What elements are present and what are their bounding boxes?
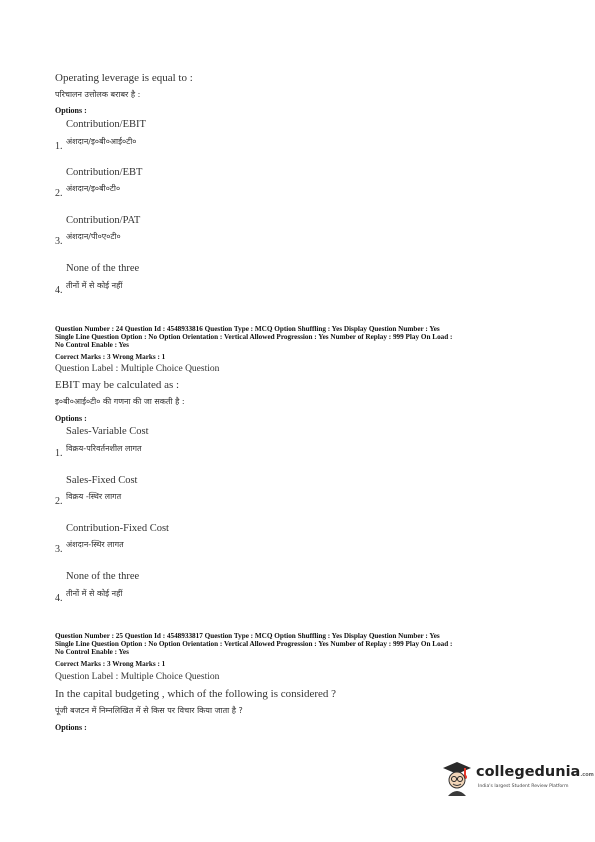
q23-option-4-hi[interactable]: तीनों में से कोई नहीं [66,281,123,290]
q23-options-heading: Options : [55,106,87,115]
q24-option-1-en[interactable]: Sales-Variable Cost [66,426,149,437]
q25-question-hi: पूंजी बजटन में निम्नलिखित में से किस पर विचार किया जाता है ? [55,706,243,715]
collegedunia-logo [440,758,594,808]
q23-option-3-number: 3. [55,236,63,247]
q24-meta-line-2: Single Line Question Option : No Option Orientation : Vertical Allowed Progression : Yes Number of Replay : 999 Play On Load : [55,333,453,341]
q25-marks: Correct Marks : 3 Wrong Marks : 1 [55,660,166,668]
q23-option-3-en[interactable]: Contribution/PAT [66,215,141,226]
q23-option-4-en[interactable]: None of the three [66,263,140,274]
q24-option-4-number: 4. [55,593,63,604]
q23-option-4-number: 4. [55,285,63,296]
q24-option-2-en[interactable]: Sales-Fixed Cost [66,475,138,486]
q25-meta-line-3: No Control Enable : Yes [55,648,129,656]
logo-tagline: India's largest Student Review Platform [478,784,569,789]
logo-suffix: .com [580,772,594,778]
q24-option-4-hi[interactable]: तीनों में से कोई नहीं [66,589,123,598]
graduate-mascot-icon [440,758,474,798]
q24-option-1-hi[interactable]: विक्रय-परिवर्तनशील लागत [66,444,142,453]
q23-option-1-number: 1. [55,141,63,152]
q24-marks: Correct Marks : 3 Wrong Marks : 1 [55,353,166,361]
q24-options-heading: Options : [55,414,87,423]
q24-option-1-number: 1. [55,448,63,459]
q23-option-1-en[interactable]: Contribution/EBIT [66,119,146,130]
q24-meta-line-3: No Control Enable : Yes [55,341,129,349]
q24-option-4-en[interactable]: None of the three [66,571,140,582]
q25-meta-line-2: Single Line Question Option : No Option Orientation : Vertical Allowed Progression : Yes Number of Replay : 999 Play On Load : [55,640,453,648]
q23-option-2-number: 2. [55,188,63,199]
q25-options-heading: Options : [55,723,87,732]
q23-option-1-hi[interactable]: अंशदान/इ०बी०आई०टी० [66,137,137,146]
q23-option-2-hi[interactable]: अंशदान/इ०बी०टी० [66,184,121,193]
logo-wordmark [476,764,594,780]
q23-question-en: Operating leverage is equal to : [55,72,193,84]
q23-option-3-hi[interactable]: अंशदान/पी०ए०टी० [66,232,121,241]
q24-option-3-hi[interactable]: अंशदान-स्थिर लागत [66,540,124,549]
q24-option-2-hi[interactable]: विक्रय -स्थिर लागत [66,492,122,501]
q23-question-hi: परिचालन उत्तोलक बराबर है : [55,90,141,99]
q24-option-2-number: 2. [55,496,63,507]
q24-question-hi: इ०बी०आई०टी० की गणना की जा सकती है : [55,397,185,406]
q24-question-label: Question Label : Multiple Choice Question [55,364,220,374]
q23-option-2-en[interactable]: Contribution/EBT [66,167,143,178]
q25-meta-line-1: Question Number : 25 Question Id : 4548933817 Question Type : MCQ Option Shuffling : Yes Display Question Number : Yes [55,632,440,640]
logo-name: collegedunia [476,764,581,780]
q24-meta-line-1: Question Number : 24 Question Id : 4548933816 Question Type : MCQ Option Shuffling : Yes Display Question Number : Yes [55,325,440,333]
q24-option-3-en[interactable]: Contribution-Fixed Cost [66,523,169,534]
q24-option-3-number: 3. [55,544,63,555]
q24-question-en: EBIT may be calculated as : [55,379,180,391]
q25-question-label: Question Label : Multiple Choice Question [55,672,220,682]
q25-question-en: In the capital budgeting , which of the following is considered ? [55,688,337,700]
